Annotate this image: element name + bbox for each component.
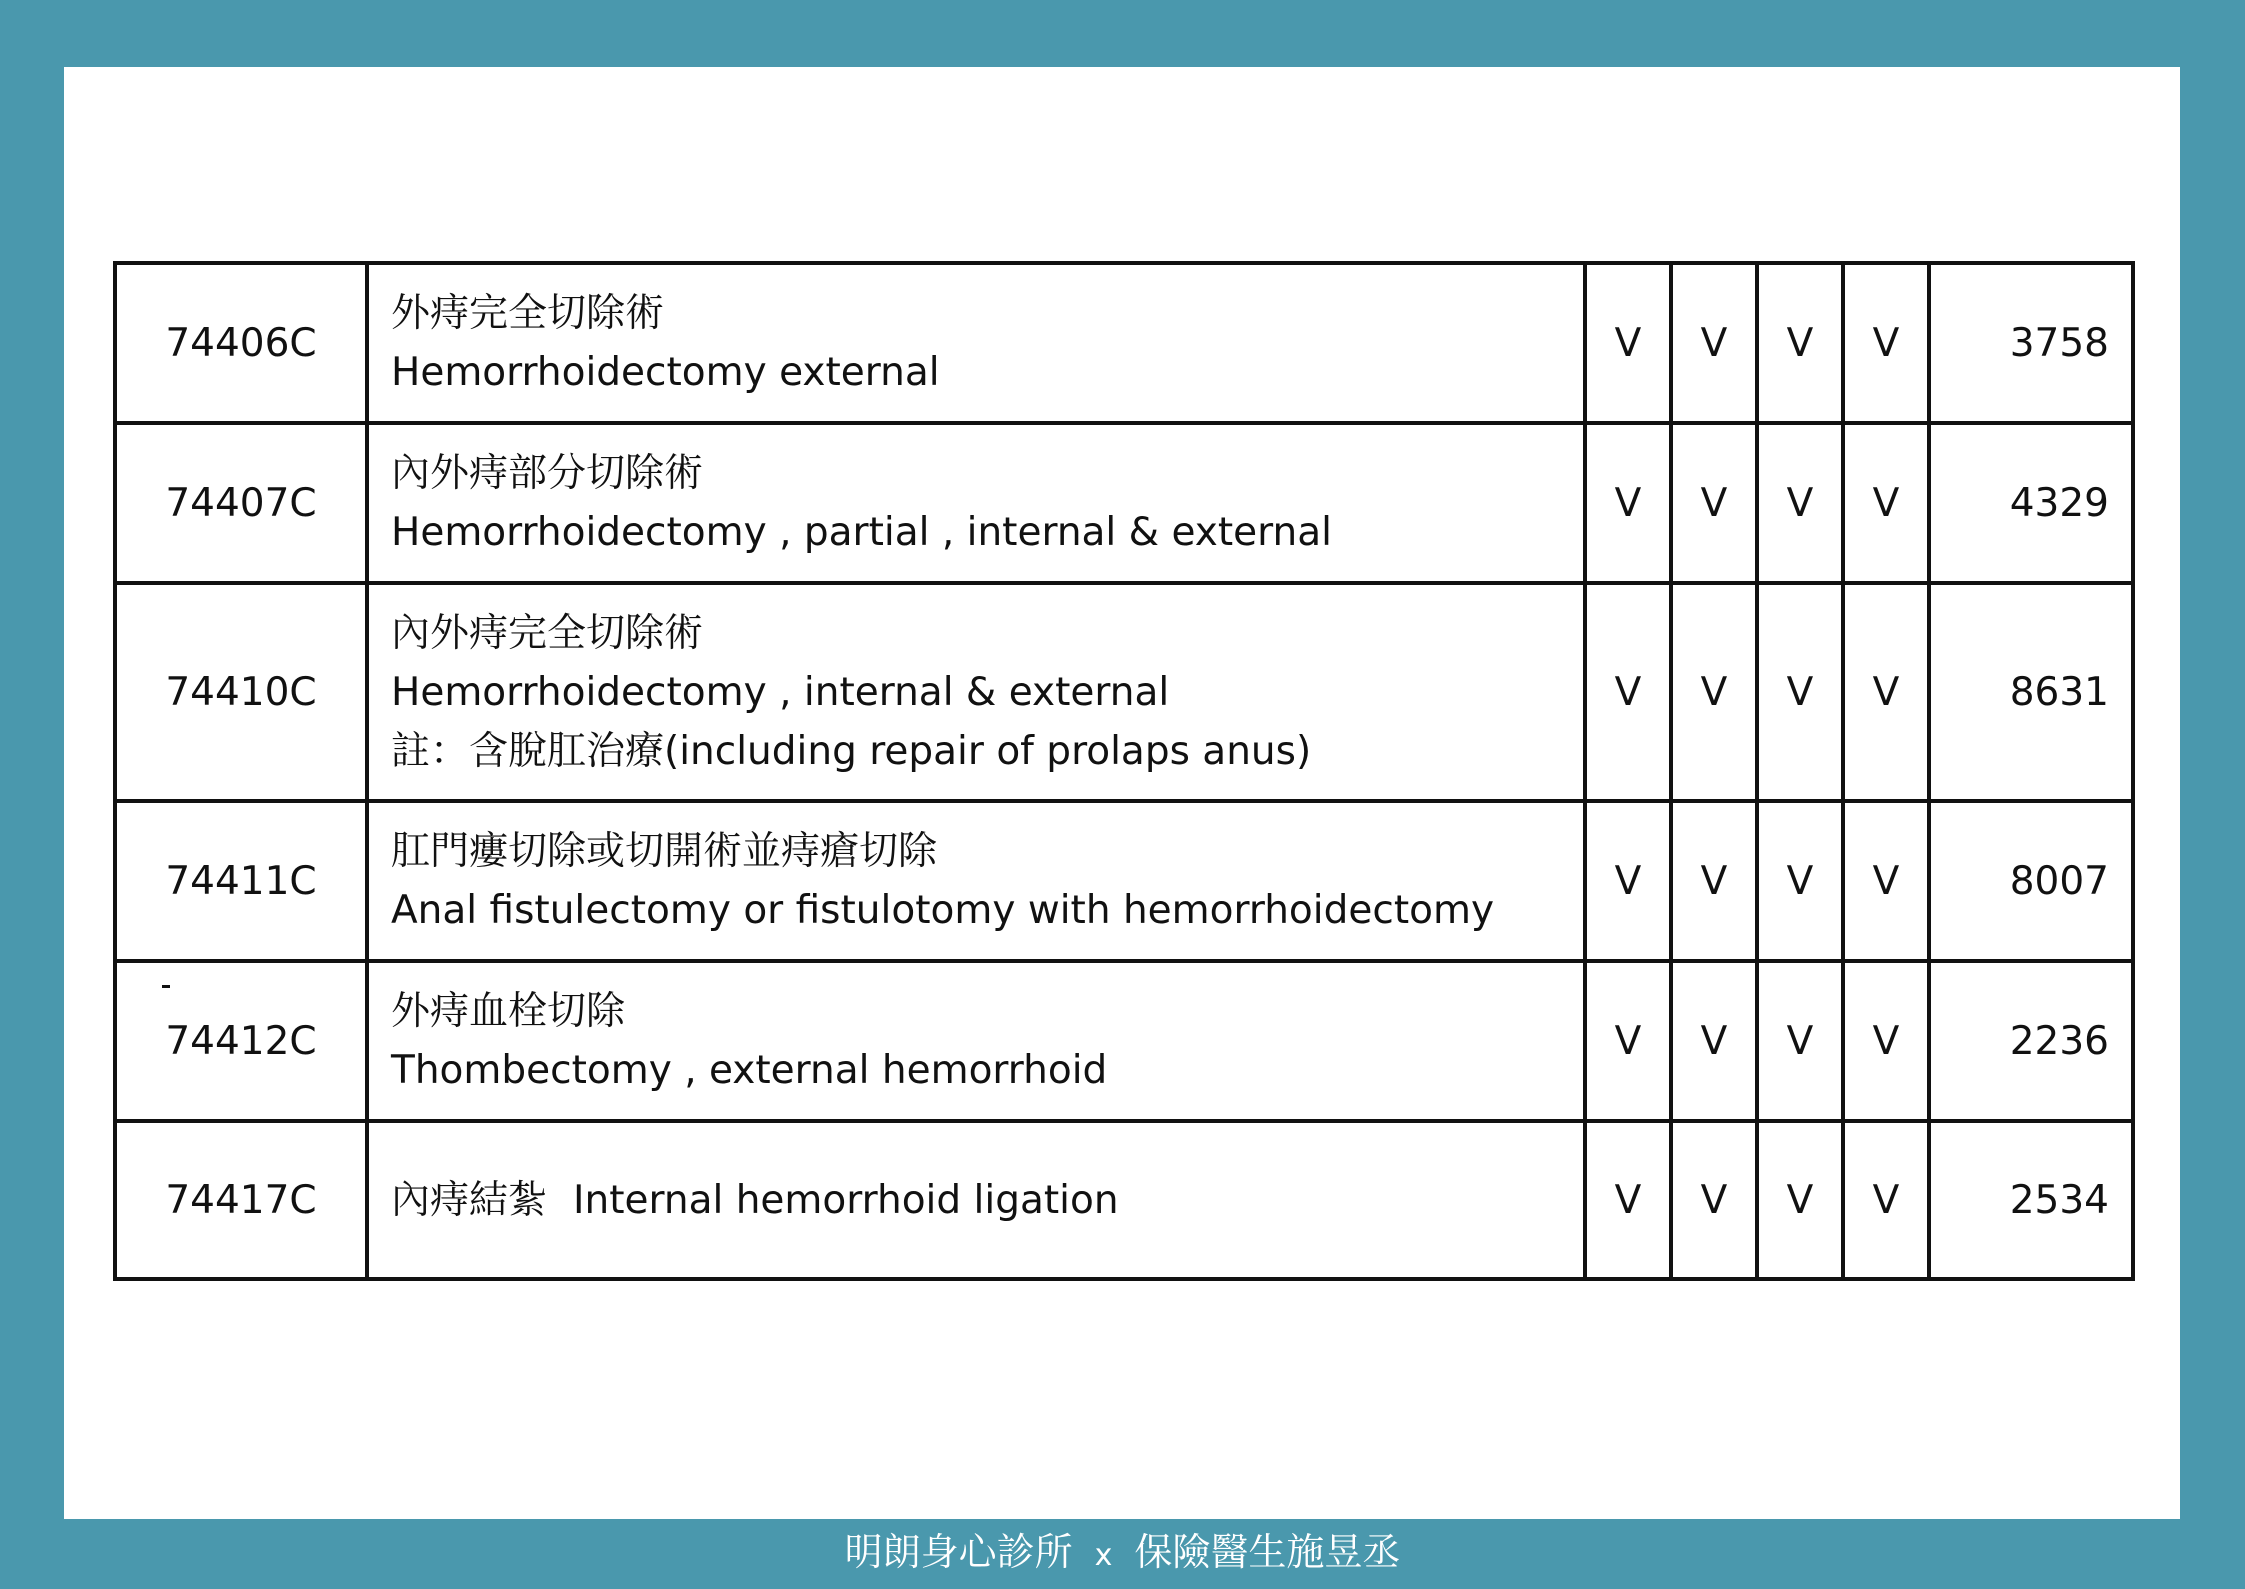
procedure-code: 74407C xyxy=(115,423,367,583)
table-row xyxy=(115,1121,2133,1279)
check-mark: V xyxy=(1671,1121,1757,1279)
procedure-description xyxy=(367,423,1585,583)
procedure-code: 74406C xyxy=(115,263,367,423)
procedure-fee: 4329 xyxy=(1929,423,2133,583)
procedure-name-en: Hemorrhoidectomy , internal & external xyxy=(391,669,1170,715)
check-mark: V xyxy=(1671,263,1757,423)
procedure-name-en: Internal hemorrhoid ligation xyxy=(573,1177,1119,1223)
doctor-name: 保險醫生施昱丞 xyxy=(1134,1530,1401,1574)
table-row xyxy=(115,961,2133,1121)
procedure-name-zh: 肛門瘻切除或切開術並痔瘡切除 xyxy=(391,829,938,874)
procedure-description xyxy=(367,1121,1585,1279)
stray-dash-mark xyxy=(162,985,170,988)
procedure-description xyxy=(367,961,1585,1121)
check-mark: V xyxy=(1671,961,1757,1121)
procedure-name-zh: 外痔完全切除術 xyxy=(391,291,665,336)
check-mark: V xyxy=(1585,263,1671,423)
check-mark: V xyxy=(1585,583,1671,801)
procedure-name-en: Thombectomy , external hemorrhoid xyxy=(391,1048,1108,1093)
check-mark: V xyxy=(1843,801,1929,961)
procedure-fee-table xyxy=(113,261,2135,1281)
check-mark: V xyxy=(1671,423,1757,583)
check-mark: V xyxy=(1843,423,1929,583)
procedure-name-en: Hemorrhoidectomy external xyxy=(391,350,940,395)
check-mark: V xyxy=(1843,961,1929,1121)
procedure-name-zh: 內外痔部分切除術 xyxy=(391,451,704,496)
check-mark: V xyxy=(1757,1121,1843,1279)
footer-separator: x xyxy=(1094,1538,1113,1573)
check-mark: V xyxy=(1671,583,1757,801)
check-mark: V xyxy=(1757,961,1843,1121)
procedure-code: 74410C xyxy=(115,583,367,801)
procedure-fee: 2236 xyxy=(1929,961,2133,1121)
check-mark: V xyxy=(1585,1121,1671,1279)
check-mark: V xyxy=(1843,583,1929,801)
procedure-name-en: Anal fistulectomy or fistulotomy with hemorrhoidectomy xyxy=(391,888,1495,933)
procedure-fee: 3758 xyxy=(1929,263,2133,423)
procedure-name-en: Hemorrhoidectomy , partial , internal & external xyxy=(391,510,1332,555)
check-mark: V xyxy=(1757,801,1843,961)
procedure-fee: 8007 xyxy=(1929,801,2133,961)
check-mark: V xyxy=(1585,423,1671,583)
table-row xyxy=(115,423,2133,583)
procedure-name-zh: 內外痔完全切除術 xyxy=(391,610,704,656)
procedure-description xyxy=(367,583,1585,801)
footer-credit xyxy=(0,1519,2245,1587)
check-mark: V xyxy=(1757,263,1843,423)
check-mark: V xyxy=(1843,263,1929,423)
table-row xyxy=(115,263,2133,423)
check-mark: V xyxy=(1585,801,1671,961)
procedure-code: 74411C xyxy=(115,801,367,961)
check-mark: V xyxy=(1585,961,1671,1121)
procedure-name-inline xyxy=(391,1171,1583,1230)
table-row xyxy=(115,583,2133,801)
check-mark: V xyxy=(1757,583,1843,801)
procedure-code: 74412C xyxy=(115,961,367,1121)
procedure-description xyxy=(367,263,1585,423)
table-row xyxy=(115,801,2133,961)
procedure-name-zh: 外痔血栓切除 xyxy=(391,989,626,1034)
document-page xyxy=(64,67,2180,1519)
procedure-name-zh: 內痔結紮 xyxy=(391,1177,548,1223)
procedure-description xyxy=(367,801,1585,961)
procedure-note: 註：含脫肛治療(including repair of prolaps anus) xyxy=(391,728,1312,774)
clinic-name: 明朗身心診所 xyxy=(844,1530,1073,1574)
procedure-code: 74417C xyxy=(115,1121,367,1279)
check-mark: V xyxy=(1757,423,1843,583)
check-mark: V xyxy=(1843,1121,1929,1279)
check-mark: V xyxy=(1671,801,1757,961)
procedure-fee: 2534 xyxy=(1929,1121,2133,1279)
procedure-fee: 8631 xyxy=(1929,583,2133,801)
